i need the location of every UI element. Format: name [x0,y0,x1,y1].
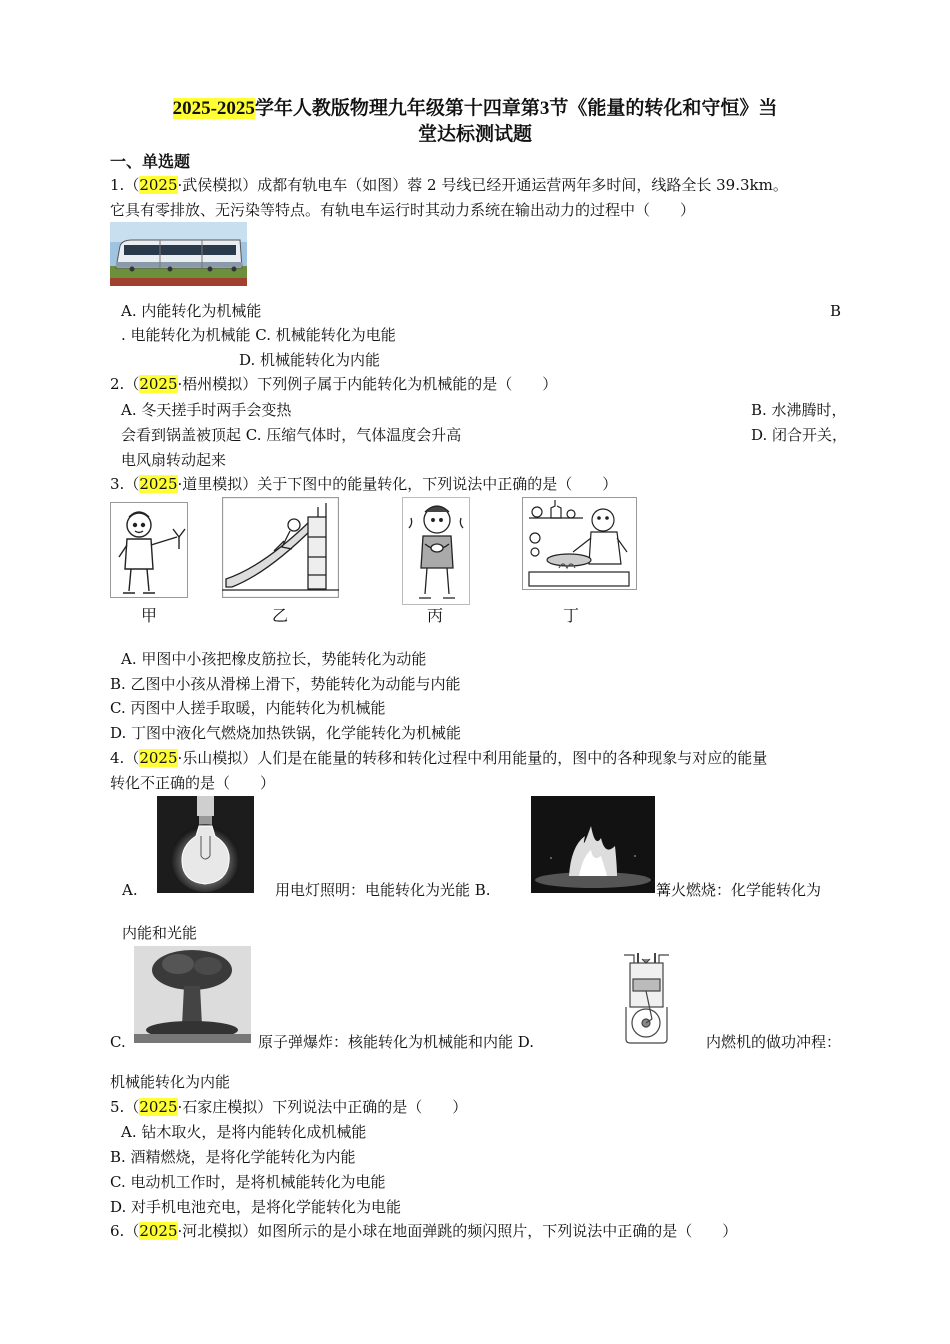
question-3 [110,474,617,494]
caption-yi: 乙 [272,606,289,625]
document-title-line2: 堂达标测试题 [417,124,532,145]
q6-text: ·河北模拟）如图所示的是小球在地面弹跳的频闪照片，下列说法中正确的是（ ） [177,1222,738,1240]
q2-option-b-c[interactable]: 会看到锅盖被顶起 C. 压缩气体时，气体温度会升高 [121,426,462,444]
figure-cooking [522,497,637,590]
q4-year: 2025 [139,749,178,767]
q1-number: 1. [110,176,125,194]
q5-option-b[interactable]: B. 酒精燃烧，是将化学能转化为内能 [110,1148,356,1166]
q3-option-c[interactable]: C. 丙图中人搓手取暖，内能转化为机械能 [110,699,386,717]
q1-text: ·武侯模拟）成都有轨电车（如图）蓉 2 号线已经开通运营两年多时间，线路全长 39.3km。 [177,176,788,194]
light-bulb-photo [157,796,254,893]
q1-paren: （ [124,176,140,194]
caption-ding: 丁 [563,606,580,625]
caption-bing: 丙 [427,606,444,625]
figure-slide [222,497,339,598]
title-year: 2025-2025 [172,98,255,119]
q5-number: 5. [110,1098,125,1116]
q4-line2: 转化不正确的是（ ） [110,774,276,792]
q4-paren: （ [124,749,140,767]
q4-option-d-cont: 机械能转化为内能 [110,1073,231,1091]
q2-option-b[interactable]: B. 水沸腾时， [751,401,847,419]
q3-text: ·道里模拟）关于下图中的能量转化，下列说法中正确的是（ ） [177,475,618,493]
atomic-bomb-photo [134,946,251,1043]
q3-option-a[interactable]: A. 甲图中小孩把橡皮筋拉长，势能转化为动能 [121,650,427,668]
figure-rubbing-hands [402,497,470,605]
q2-option-d-cont: 电风扇转动起来 [121,451,227,469]
q3-option-d[interactable]: D. 丁图中液化气燃烧加热铁锅，化学能转化为机械能 [110,724,462,742]
q1-option-b-c[interactable]: . 电能转化为机械能 C. 机械能转化为电能 [121,326,396,344]
question-1 [110,175,788,195]
tram-photo [110,222,247,286]
q5-year: 2025 [139,1098,178,1116]
engine-diagram [616,951,677,1046]
q5-option-a[interactable]: A. 钻木取火，是将内能转化成机械能 [121,1123,367,1141]
question-6 [110,1221,737,1241]
caption-jia: 甲 [141,606,158,625]
q6-paren: （ [124,1222,140,1240]
q6-number: 6. [110,1222,125,1240]
q6-year: 2025 [139,1222,178,1240]
q3-paren: （ [124,475,140,493]
q4-option-b-text[interactable]: 篝火燃烧：化学能转化为 [656,881,822,899]
q4-option-a-label[interactable]: A. [122,881,138,899]
q4-option-b-cont: 内能和光能 [122,924,198,942]
q1-option-a[interactable]: A. 内能转化为机械能 [121,302,262,320]
q1-line2: 它具有零排放、无污染等特点。有轨电车运行时其动力系统在输出动力的过程中（ ） [110,201,696,219]
q2-paren: （ [124,375,140,393]
q5-option-d[interactable]: D. 对手机电池充电，是将化学能转化为电能 [110,1198,402,1216]
q4-option-a-text[interactable]: 用电灯照明：电能转化为光能 B. [275,881,491,899]
q2-year: 2025 [139,375,178,393]
q3-year: 2025 [139,475,178,493]
q1-option-d[interactable]: D. 机械能转化为内能 [239,351,381,369]
q4-option-d-text[interactable]: 内燃机的做功冲程： [706,1033,842,1051]
q5-paren: （ [124,1098,140,1116]
question-5 [110,1097,467,1117]
q1-option-b-letter[interactable]: B [830,302,842,320]
q5-option-c[interactable]: C. 电动机工作时，是将机械能转化为电能 [110,1173,386,1191]
q2-number: 2. [110,375,125,393]
q4-option-c-text[interactable]: 原子弹爆炸：核能转化为机械能和内能 D. [258,1033,535,1051]
q3-option-b[interactable]: B. 乙图中小孩从滑梯上滑下，势能转化为动能与内能 [110,675,461,693]
q2-option-a[interactable]: A. 冬天搓手时两手会变热 [121,401,292,419]
question-4 [110,748,767,768]
title-text: 学年人教版物理九年级第十四章第3节《能量的转化和守恒》当 [254,98,778,119]
q4-option-c-label[interactable]: C. [110,1033,126,1051]
q4-text: ·乐山模拟）人们是在能量的转移和转化过程中利用能量的，图中的各种现象与对应的能量 [177,749,768,767]
question-2 [110,374,557,394]
q4-number: 4. [110,749,125,767]
section-title: 一、单选题 [110,154,191,171]
document-title [0,96,950,122]
q3-number: 3. [110,475,125,493]
q5-text: ·石家庄模拟）下列说法中正确的是（ ） [177,1098,468,1116]
q2-text: ·梧州模拟）下列例子属于内能转化为机械能的是（ ） [177,375,558,393]
figure-slingshot-kid [110,502,188,598]
q1-year: 2025 [139,176,178,194]
bonfire-photo [531,796,655,893]
q2-option-d[interactable]: D. 闭合开关， [751,426,848,444]
